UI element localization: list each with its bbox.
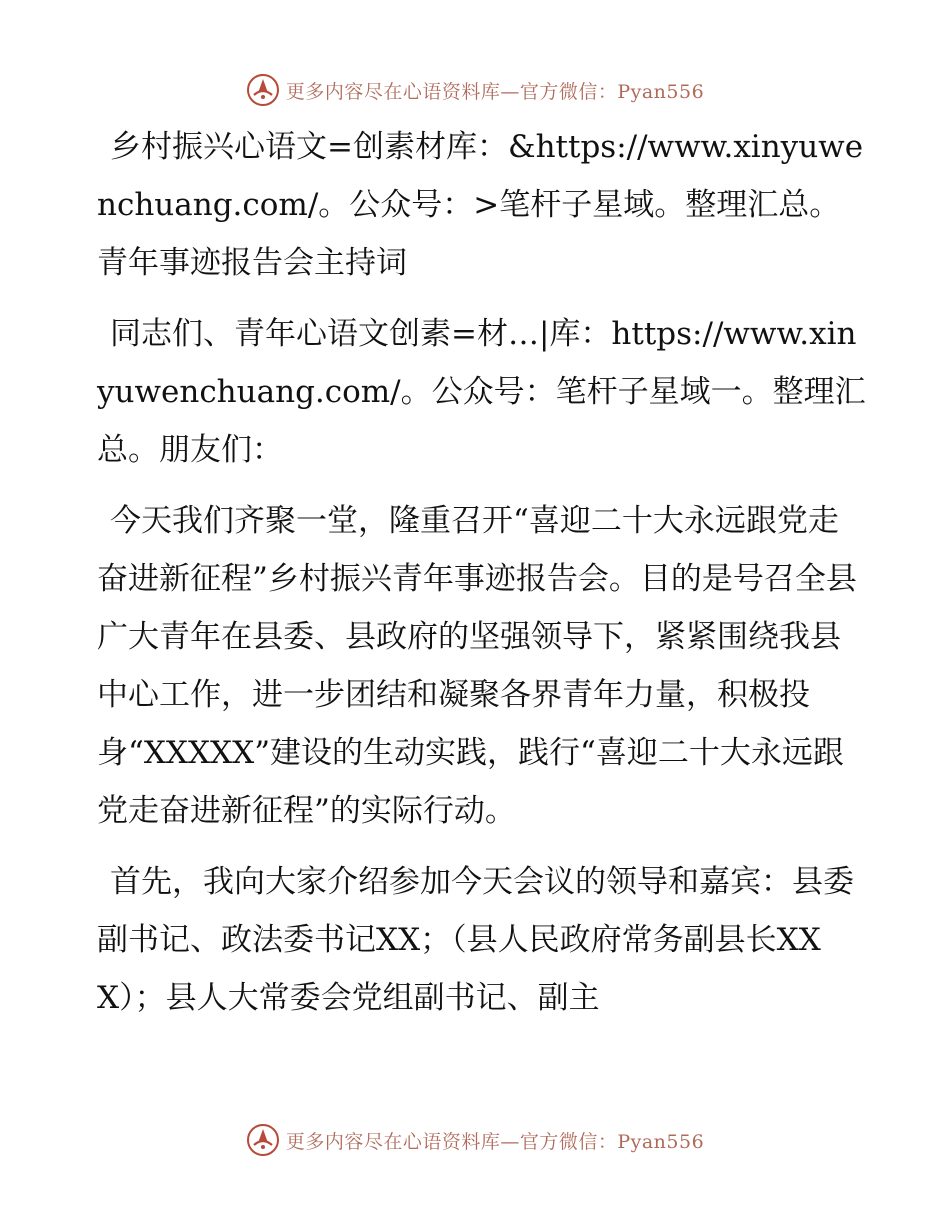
paragraph-1: 乡村振兴心语文=创素材库：&https://www.xinyuwenchuang.com/。公众号：>笔杆子星域。整理汇总。青年事迹报告会主持词: [97, 129, 864, 281]
watermark-text: 更多内容尽在心语资料库—官方微信：Pyan556: [285, 1130, 705, 1153]
paragraph-4: 首先，我向大家介绍参加今天会议的领导和嘉宾：县委副书记、政法委书记XX；（县人民政府常务副县长XXX）；县人大常委会党组副书记、副主: [97, 864, 854, 1016]
paragraph-2: 同志们、青年心语文创素=材…|库：https://www.xinyuwenchuang.com/。公众号：笔杆子星域一。整理汇总。朋友们：: [97, 316, 866, 468]
book-pen-logo-icon: [246, 73, 280, 107]
document-body: [97, 118, 867, 1040]
book-pen-logo-icon: [246, 1123, 280, 1157]
paragraph-3: 今天我们齐聚一堂，隆重召开“喜迎二十大永远跟党走奋进新征程”乡村振兴青年事迹报告会。目的是号召全县广大青年在县委、县政府的坚强领导下，紧紧围绕我县中心工作，进一步团结和凝聚各界青年力量，积极投身“XXXXX”建设的生动实践，践行“喜迎二十大永远跟党走奋进新征程”的实际行动。: [97, 503, 857, 829]
watermark-text: 更多内容尽在心语资料库—官方微信：Pyan556: [285, 80, 705, 103]
footer-watermark: [0, 1120, 950, 1160]
header-watermark: [0, 70, 950, 110]
